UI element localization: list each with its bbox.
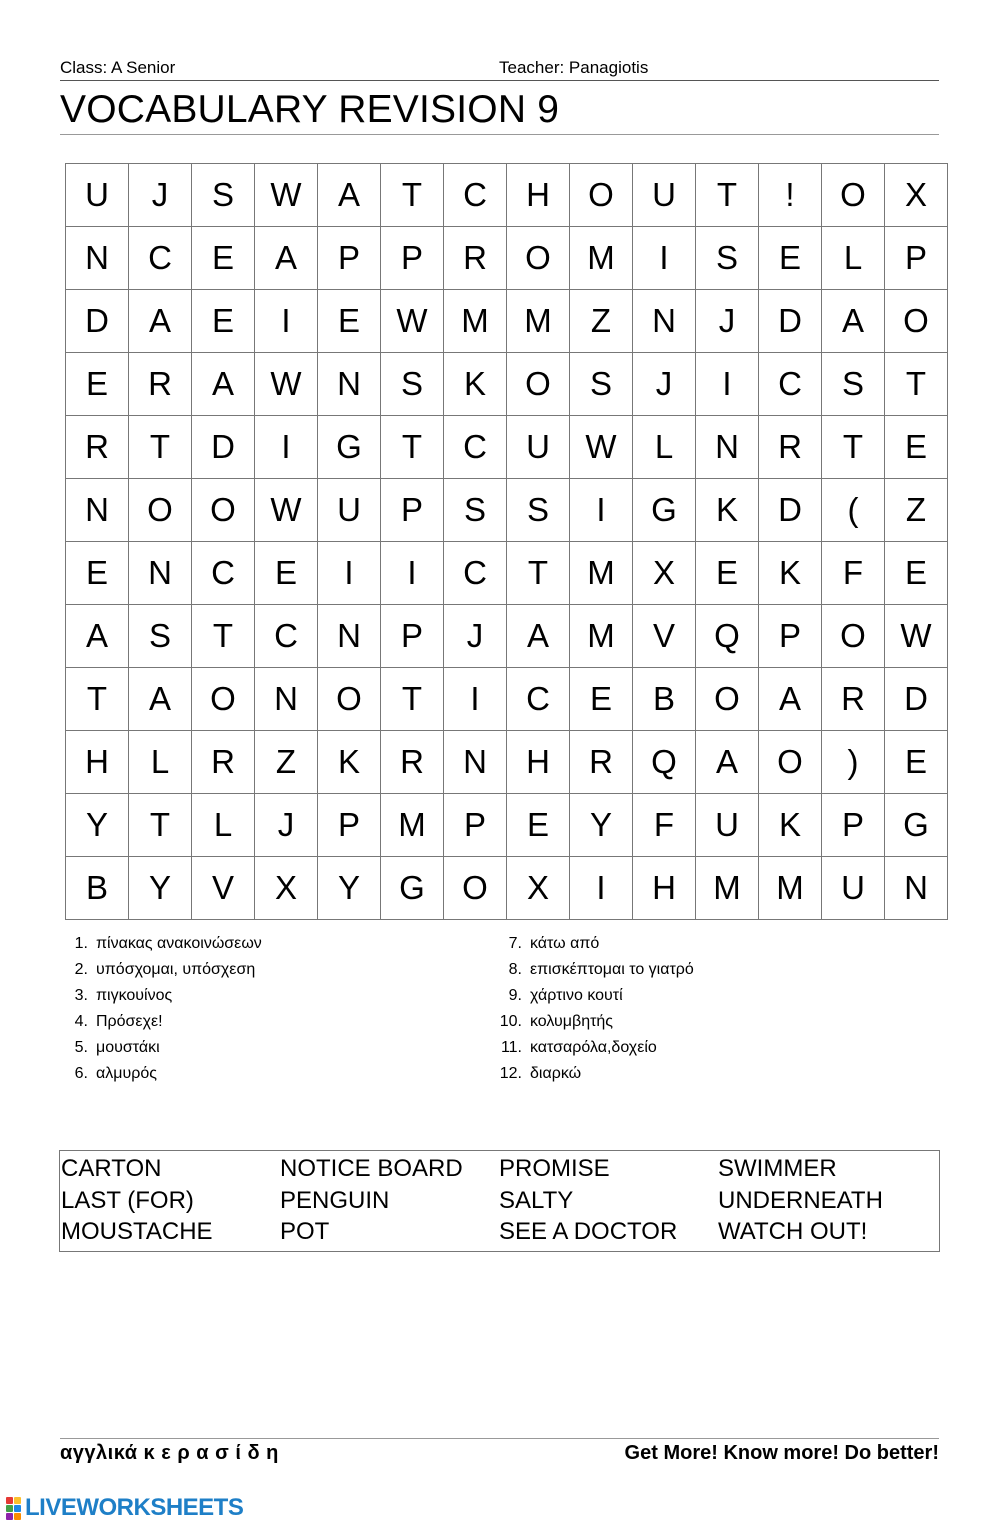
grid-cell[interactable]: M: [570, 227, 633, 290]
clue-text: κατσαρόλα,δοχείο: [530, 1039, 657, 1056]
grid-cell[interactable]: T: [66, 668, 129, 731]
clue-item: [494, 934, 874, 960]
grid-cell[interactable]: Z: [255, 731, 318, 794]
grid-cell[interactable]: P: [381, 227, 444, 290]
word-bank-item: NOTICE BOARD: [280, 1155, 463, 1182]
grid-cell[interactable]: E: [318, 290, 381, 353]
clue-number: 4.: [74, 1013, 88, 1030]
grid-cell[interactable]: Y: [570, 794, 633, 857]
grid-cell[interactable]: Q: [696, 605, 759, 668]
word-bank: [59, 1150, 940, 1252]
clue-number: 12.: [499, 1065, 522, 1082]
grid-cell[interactable]: Z: [570, 290, 633, 353]
grid-cell[interactable]: A: [129, 290, 192, 353]
clue-item: [60, 960, 440, 986]
clue-number: 1.: [74, 935, 88, 952]
grid-cell[interactable]: L: [822, 227, 885, 290]
grid-cell[interactable]: C: [444, 416, 507, 479]
grid-cell[interactable]: J: [444, 605, 507, 668]
grid-cell[interactable]: R: [66, 416, 129, 479]
word-bank-item: CARTON: [61, 1155, 162, 1182]
footer-author: αγγλικά κ ε ρ α σ ί δ η: [60, 1442, 279, 1464]
grid-cell[interactable]: W: [255, 164, 318, 227]
logo-text: LIVEWORKSHEETS: [25, 1494, 244, 1521]
grid-cell[interactable]: Q: [633, 731, 696, 794]
grid-cell[interactable]: W: [570, 416, 633, 479]
grid-cell[interactable]: N: [129, 542, 192, 605]
grid-cell[interactable]: G: [885, 794, 948, 857]
worksheet-header: [60, 58, 939, 81]
grid-cell[interactable]: E: [66, 542, 129, 605]
grid-cell[interactable]: O: [696, 668, 759, 731]
grid-cell[interactable]: U: [507, 416, 570, 479]
grid-cell[interactable]: D: [759, 479, 822, 542]
grid-cell[interactable]: E: [885, 542, 948, 605]
grid-cell[interactable]: H: [66, 731, 129, 794]
grid-cell[interactable]: A: [66, 605, 129, 668]
word-bank-item: POT: [280, 1218, 330, 1245]
grid-cell[interactable]: S: [381, 353, 444, 416]
grid-cell[interactable]: A: [192, 353, 255, 416]
grid-cell[interactable]: C: [129, 227, 192, 290]
grid-cell[interactable]: Y: [129, 857, 192, 920]
grid-cell[interactable]: I: [318, 542, 381, 605]
grid-cell[interactable]: J: [255, 794, 318, 857]
grid-cell[interactable]: E: [696, 542, 759, 605]
clue-text: πίνακας ανακοινώσεων: [96, 935, 262, 952]
grid-cell[interactable]: O: [192, 668, 255, 731]
grid-cell[interactable]: L: [129, 731, 192, 794]
worksheet-title: VOCABULARY REVISION 9: [60, 86, 939, 135]
grid-cell[interactable]: N: [444, 731, 507, 794]
grid-cell[interactable]: K: [759, 794, 822, 857]
grid-cell[interactable]: T: [885, 353, 948, 416]
grid-cell[interactable]: R: [192, 731, 255, 794]
grid-cell[interactable]: M: [507, 290, 570, 353]
grid-cell[interactable]: C: [444, 542, 507, 605]
word-bank-item: WATCH OUT!: [718, 1218, 868, 1245]
grid-cell[interactable]: R: [570, 731, 633, 794]
grid-cell[interactable]: Y: [66, 794, 129, 857]
grid-cell[interactable]: O: [507, 227, 570, 290]
clue-number: 6.: [74, 1065, 88, 1082]
clue-list-left: [60, 934, 440, 1090]
grid-cell[interactable]: I: [255, 290, 318, 353]
grid-cell[interactable]: O: [444, 857, 507, 920]
grid-cell[interactable]: C: [255, 605, 318, 668]
word-bank-item: PENGUIN: [280, 1186, 390, 1214]
grid-cell[interactable]: N: [66, 227, 129, 290]
grid-cell[interactable]: U: [696, 794, 759, 857]
grid-cell[interactable]: X: [633, 542, 696, 605]
grid-cell[interactable]: O: [822, 164, 885, 227]
grid-cell[interactable]: V: [633, 605, 696, 668]
grid-cell[interactable]: O: [129, 479, 192, 542]
grid-cell[interactable]: E: [507, 794, 570, 857]
grid-cell[interactable]: A: [822, 290, 885, 353]
clue-item: [494, 1064, 874, 1090]
grid-cell[interactable]: O: [507, 353, 570, 416]
clue-number: 7.: [508, 935, 522, 952]
clue-number: 11.: [500, 1039, 522, 1056]
grid-cell[interactable]: X: [885, 164, 948, 227]
grid-cell[interactable]: U: [66, 164, 129, 227]
grid-cell[interactable]: T: [192, 605, 255, 668]
grid-cell[interactable]: G: [381, 857, 444, 920]
clue-number: 8.: [508, 961, 522, 978]
clue-number: 5.: [74, 1039, 88, 1056]
grid-cell[interactable]: E: [885, 416, 948, 479]
grid-cell[interactable]: I: [255, 416, 318, 479]
grid-cell[interactable]: I: [696, 353, 759, 416]
grid-cell[interactable]: T: [129, 416, 192, 479]
grid-cell[interactable]: M: [696, 857, 759, 920]
grid-cell[interactable]: M: [570, 542, 633, 605]
grid-cell[interactable]: O: [318, 668, 381, 731]
grid-cell[interactable]: R: [759, 416, 822, 479]
liveworksheets-logo[interactable]: [6, 1494, 243, 1522]
grid-cell[interactable]: S: [507, 479, 570, 542]
grid-cell[interactable]: N: [66, 479, 129, 542]
grid-cell[interactable]: T: [507, 542, 570, 605]
clue-text: κάτω από: [530, 935, 600, 952]
word-bank-item: SALTY: [499, 1186, 574, 1214]
grid-cell[interactable]: K: [444, 353, 507, 416]
grid-cell[interactable]: A: [696, 731, 759, 794]
grid-cell[interactable]: O: [885, 290, 948, 353]
grid-cell[interactable]: M: [570, 605, 633, 668]
grid-cell[interactable]: !: [759, 164, 822, 227]
word-bank-item: SWIMMER: [718, 1155, 837, 1182]
footer-divider: [60, 1438, 939, 1439]
clue-number: 3.: [74, 987, 88, 1004]
grid-cell[interactable]: P: [318, 794, 381, 857]
grid-cell[interactable]: U: [633, 164, 696, 227]
grid-cell[interactable]: X: [507, 857, 570, 920]
grid-cell[interactable]: A: [318, 164, 381, 227]
grid-cell[interactable]: E: [885, 731, 948, 794]
grid-cell[interactable]: B: [633, 668, 696, 731]
clue-text: πιγκουίνος: [96, 987, 173, 1004]
liveworksheets-logo-icon: [6, 1497, 22, 1519]
grid-cell[interactable]: R: [129, 353, 192, 416]
grid-cell[interactable]: A: [129, 668, 192, 731]
grid-row: [66, 857, 948, 920]
grid-row: [66, 416, 948, 479]
grid-cell[interactable]: H: [633, 857, 696, 920]
grid-cell[interactable]: U: [318, 479, 381, 542]
grid-cell[interactable]: J: [696, 290, 759, 353]
clue-item: [494, 1012, 874, 1038]
grid-cell[interactable]: W: [381, 290, 444, 353]
grid-cell[interactable]: T: [822, 416, 885, 479]
grid-cell[interactable]: W: [255, 479, 318, 542]
clue-text: κολυμβητής: [530, 1013, 614, 1030]
clue-item: [494, 986, 874, 1012]
grid-cell[interactable]: M: [759, 857, 822, 920]
grid-cell[interactable]: P: [759, 605, 822, 668]
clue-item: [494, 960, 874, 986]
grid-cell[interactable]: M: [444, 290, 507, 353]
clue-text: επισκέπτομαι το γιατρό: [530, 961, 694, 978]
word-bank-item: PROMISE: [499, 1155, 610, 1182]
clue-text: μουστάκι: [96, 1039, 160, 1056]
grid-cell[interactable]: A: [255, 227, 318, 290]
grid-cell[interactable]: P: [822, 794, 885, 857]
grid-cell[interactable]: D: [66, 290, 129, 353]
word-bank-item: UNDERNEATH: [718, 1186, 883, 1214]
clue-item: [60, 1038, 440, 1064]
word-bank-item: SEE A DOCTOR: [499, 1218, 678, 1245]
grid-cell[interactable]: C: [507, 668, 570, 731]
grid-cell[interactable]: L: [192, 794, 255, 857]
grid-cell[interactable]: F: [633, 794, 696, 857]
grid-cell[interactable]: N: [318, 353, 381, 416]
class-label: Class: A Senior: [60, 58, 176, 77]
grid-cell[interactable]: J: [633, 353, 696, 416]
grid-cell[interactable]: D: [759, 290, 822, 353]
grid-cell[interactable]: A: [759, 668, 822, 731]
grid-cell[interactable]: N: [633, 290, 696, 353]
grid-cell[interactable]: O: [192, 479, 255, 542]
grid-cell[interactable]: D: [192, 416, 255, 479]
grid-cell[interactable]: P: [381, 479, 444, 542]
grid-cell[interactable]: A: [507, 605, 570, 668]
grid-cell[interactable]: N: [255, 668, 318, 731]
grid-cell[interactable]: ): [822, 731, 885, 794]
clue-item: [60, 986, 440, 1012]
grid-cell[interactable]: I: [570, 479, 633, 542]
grid-row: [66, 668, 948, 731]
grid-cell[interactable]: U: [822, 857, 885, 920]
grid-cell[interactable]: M: [381, 794, 444, 857]
grid-cell[interactable]: W: [255, 353, 318, 416]
grid-cell[interactable]: R: [444, 227, 507, 290]
grid-row: [66, 479, 948, 542]
word-search-grid: [65, 163, 948, 920]
clue-text: αλμυρός: [96, 1065, 157, 1082]
grid-cell[interactable]: T: [381, 164, 444, 227]
grid-cell[interactable]: E: [192, 227, 255, 290]
grid-row: [66, 227, 948, 290]
clue-text: υπόσχομαι, υπόσχεση: [96, 961, 256, 978]
grid-cell[interactable]: S: [444, 479, 507, 542]
grid-cell[interactable]: S: [696, 227, 759, 290]
grid-cell[interactable]: I: [444, 668, 507, 731]
grid-cell[interactable]: G: [318, 416, 381, 479]
grid-cell[interactable]: N: [885, 857, 948, 920]
grid-cell[interactable]: S: [129, 605, 192, 668]
grid-cell[interactable]: V: [192, 857, 255, 920]
grid-cell[interactable]: N: [696, 416, 759, 479]
grid-row: [66, 794, 948, 857]
grid-cell[interactable]: O: [570, 164, 633, 227]
grid-row: [66, 542, 948, 605]
footer-slogan: Get More! Know more! Do better!: [624, 1442, 939, 1464]
grid-row: [66, 605, 948, 668]
grid-row: [66, 731, 948, 794]
grid-cell[interactable]: P: [444, 794, 507, 857]
grid-cell[interactable]: E: [570, 668, 633, 731]
grid-cell[interactable]: B: [66, 857, 129, 920]
grid-cell[interactable]: D: [885, 668, 948, 731]
grid-cell[interactable]: H: [507, 164, 570, 227]
grid-cell[interactable]: P: [381, 605, 444, 668]
clue-item: [60, 1012, 440, 1038]
grid-cell[interactable]: C: [759, 353, 822, 416]
grid-cell[interactable]: T: [129, 794, 192, 857]
teacher-label: Teacher: Panagiotis: [499, 58, 649, 77]
grid-cell[interactable]: K: [696, 479, 759, 542]
grid-cell[interactable]: X: [255, 857, 318, 920]
grid-cell[interactable]: Z: [885, 479, 948, 542]
clue-item: [494, 1038, 874, 1064]
grid-cell[interactable]: W: [885, 605, 948, 668]
grid-cell[interactable]: L: [633, 416, 696, 479]
clue-text: Πρόσεχε!: [96, 1013, 163, 1030]
clue-text: χάρτινο κουτί: [530, 987, 623, 1004]
grid-row: [66, 164, 948, 227]
word-bank-item: MOUSTACHE: [61, 1218, 213, 1245]
grid-cell[interactable]: R: [381, 731, 444, 794]
grid-cell[interactable]: I: [570, 857, 633, 920]
grid-cell[interactable]: J: [129, 164, 192, 227]
grid-cell[interactable]: C: [444, 164, 507, 227]
clue-item: [60, 934, 440, 960]
grid-cell[interactable]: I: [381, 542, 444, 605]
grid-cell[interactable]: S: [192, 164, 255, 227]
grid-cell[interactable]: T: [696, 164, 759, 227]
grid-cell[interactable]: E: [759, 227, 822, 290]
clue-list-right: [494, 934, 874, 1090]
grid-cell[interactable]: E: [66, 353, 129, 416]
grid-cell[interactable]: T: [381, 668, 444, 731]
grid-cell[interactable]: K: [318, 731, 381, 794]
grid-cell[interactable]: G: [633, 479, 696, 542]
grid-cell[interactable]: E: [255, 542, 318, 605]
grid-cell[interactable]: F: [822, 542, 885, 605]
grid-cell[interactable]: R: [822, 668, 885, 731]
grid-cell[interactable]: P: [318, 227, 381, 290]
grid-cell[interactable]: P: [885, 227, 948, 290]
grid-row: [66, 290, 948, 353]
clue-item: [60, 1064, 440, 1090]
grid-cell[interactable]: S: [570, 353, 633, 416]
grid-cell[interactable]: Y: [318, 857, 381, 920]
clue-number: 10.: [499, 1013, 522, 1030]
grid-cell[interactable]: C: [192, 542, 255, 605]
grid-cell[interactable]: S: [822, 353, 885, 416]
clue-text: διαρκώ: [530, 1065, 582, 1082]
grid-cell[interactable]: (: [822, 479, 885, 542]
grid-cell[interactable]: O: [822, 605, 885, 668]
word-bank-item: LAST (FOR): [61, 1186, 194, 1214]
grid-cell[interactable]: O: [759, 731, 822, 794]
grid-cell[interactable]: N: [318, 605, 381, 668]
grid-row: [66, 353, 948, 416]
grid-cell[interactable]: T: [381, 416, 444, 479]
grid-cell[interactable]: I: [633, 227, 696, 290]
grid-cell[interactable]: E: [192, 290, 255, 353]
clue-number: 9.: [508, 987, 522, 1004]
grid-cell[interactable]: H: [507, 731, 570, 794]
grid-cell[interactable]: K: [759, 542, 822, 605]
clue-number: 2.: [74, 961, 88, 978]
